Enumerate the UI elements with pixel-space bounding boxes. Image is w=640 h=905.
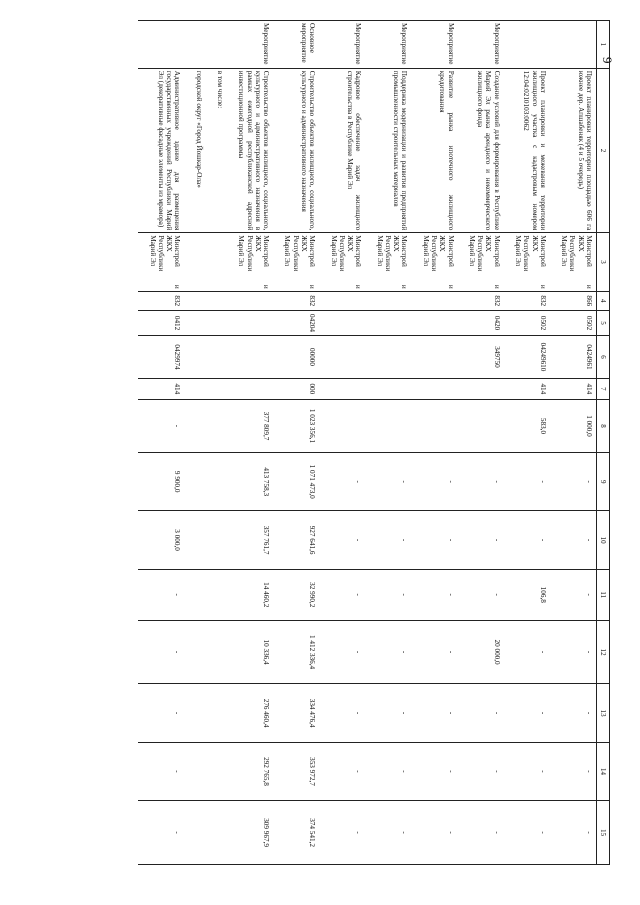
table-cell: - [550, 569, 597, 620]
table-cell: Административное здание для размещения государственных учреждений Республики Марий Эл (декоративные фасадные элементы из мрамора) [138, 68, 184, 233]
table-cell: - [365, 742, 411, 800]
table-cell: Строительство объектов жилищного, социального, культурного и административного назначения [273, 68, 319, 233]
table-cell [206, 742, 227, 800]
table-cell: 832 [138, 291, 184, 310]
table-row [138, 21, 184, 865]
table-cell: - [138, 569, 184, 620]
table-cell [227, 310, 273, 335]
table-cell: Минстрой и ЖКХ Республики Марий Эл [550, 233, 597, 291]
rotated-page-content [110, 20, 610, 865]
col-header: 3 [597, 233, 610, 291]
table-cell: - [365, 801, 411, 865]
table-cell [227, 378, 273, 399]
table-cell: 0412 [138, 310, 184, 335]
table-cell: Минстрой и ЖКХ Республики Марий Эл [412, 233, 458, 291]
table-cell: 0502 [550, 310, 597, 335]
table-cell: 927 641,6 [273, 511, 319, 569]
table-cell: - [412, 742, 458, 800]
table-cell [365, 336, 411, 378]
table-cell: - [458, 569, 504, 620]
table-row [273, 21, 319, 865]
table-cell: 832 [504, 291, 550, 310]
table-cell [184, 233, 205, 291]
table-cell [206, 336, 227, 378]
table-cell: - [504, 453, 550, 511]
table-cell [206, 399, 227, 452]
table-cell: 357 761,7 [227, 511, 273, 569]
table-cell: 00000 [273, 336, 319, 378]
table-cell: - [138, 684, 184, 742]
table-cell [550, 21, 597, 69]
table-cell [138, 21, 184, 69]
table-cell: 106,8 [504, 569, 550, 620]
col-header: 9 [597, 453, 610, 511]
table-cell: 1 023 356,1 [273, 399, 319, 452]
table-cell: 0502 [504, 310, 550, 335]
table-cell: - [365, 684, 411, 742]
col-header: 10 [597, 511, 610, 569]
table-row [412, 21, 458, 865]
table-cell: 353 972,7 [273, 742, 319, 800]
table-cell [184, 378, 205, 399]
table-cell: - [138, 620, 184, 684]
table-cell: - [458, 801, 504, 865]
table-cell: 000 [273, 378, 319, 399]
table-cell: - [319, 684, 365, 742]
table-cell [365, 310, 411, 335]
table-cell [227, 291, 273, 310]
table-cell [184, 399, 205, 452]
table-cell: - [550, 742, 597, 800]
table-cell [184, 684, 205, 742]
table-cell: 374 541,2 [273, 801, 319, 865]
table-cell: - [365, 620, 411, 684]
table-cell: 20 000,0 [458, 620, 504, 684]
table-cell: - [365, 453, 411, 511]
table-cell: - [458, 511, 504, 569]
table-cell [184, 742, 205, 800]
table-cell: Проект планировки территории площадью 606 га южнее дер. Апшабеняк (4 и 5 очередь) [550, 68, 597, 233]
table-cell [206, 310, 227, 335]
table-cell: - [550, 620, 597, 684]
table-cell [365, 291, 411, 310]
col-header: 13 [597, 684, 610, 742]
table-cell: 1 000,0 [550, 399, 597, 452]
table-cell [184, 336, 205, 378]
table-cell: - [458, 742, 504, 800]
table-cell: 413 758,3 [227, 453, 273, 511]
table-cell: - [412, 620, 458, 684]
table-cell [184, 310, 205, 335]
table-cell [319, 336, 365, 378]
table-cell: Минстрой и ЖКХ Республики Марий Эл [319, 233, 365, 291]
table-cell: 3 000,0 [138, 511, 184, 569]
table-cell: 10 336,4 [227, 620, 273, 684]
table-cell [319, 310, 365, 335]
table-cell: Создание условий для формирования в Республике Марий Эл рынка арендного и некоммерческого жилищного фонда [458, 68, 504, 233]
col-header: 15 [597, 801, 610, 865]
table-cell: - [138, 801, 184, 865]
table-cell [458, 378, 504, 399]
table-cell: - [550, 801, 597, 865]
table-cell [206, 233, 227, 291]
table-cell: - [412, 511, 458, 569]
table-cell: Развитие рынка ипотечного жилищного кредитования [412, 68, 458, 233]
table-cell: Минстрой и ЖКХ Республики Марий Эл [458, 233, 504, 291]
table-cell [184, 511, 205, 569]
table-row [206, 21, 227, 865]
col-header: 11 [597, 569, 610, 620]
table-cell: - [319, 801, 365, 865]
table-cell: - [504, 511, 550, 569]
table-cell: 583,0 [504, 399, 550, 452]
table-cell: Мероприятие [412, 21, 458, 69]
table-cell: Основное мероприятие [273, 21, 319, 69]
table-cell: 866 [550, 291, 597, 310]
table-cell [206, 453, 227, 511]
col-header: 2 [597, 68, 610, 233]
table-cell: 0420 [458, 310, 504, 335]
table-cell: 14 460,2 [227, 569, 273, 620]
table-cell: Минстрой и ЖКХ Республики Марий Эл [365, 233, 411, 291]
table-cell [412, 336, 458, 378]
table-cell: 04204 [273, 310, 319, 335]
table-cell: Мероприятие [365, 21, 411, 69]
table-cell: 0429974 [138, 336, 184, 378]
table-cell: - [504, 742, 550, 800]
table-cell: - [319, 511, 365, 569]
table-cell: 414 [550, 378, 597, 399]
table-cell [206, 620, 227, 684]
table-cell: 309 967,9 [227, 801, 273, 865]
table-cell: 9 900,0 [138, 453, 184, 511]
col-header: 4 [597, 291, 610, 310]
table-cell: 292 765,8 [227, 742, 273, 800]
table-cell: 832 [273, 291, 319, 310]
col-header: 12 [597, 620, 610, 684]
table-cell: - [412, 684, 458, 742]
table-cell: - [412, 801, 458, 865]
table-cell: Проект планировки и межевания территории жилищного участка с кадастровым номером 12:04:0210103:0062 [504, 68, 550, 233]
table-cell: 832 [458, 291, 504, 310]
column-number-row [597, 21, 610, 865]
table-cell: - [550, 453, 597, 511]
page-number: 9 [600, 57, 615, 64]
table-cell: 349750 [458, 336, 504, 378]
table-cell: - [458, 453, 504, 511]
table-cell: Мероприятие [458, 21, 504, 69]
table-cell: 0424961 [550, 336, 597, 378]
table-cell: 1 071 473,0 [273, 453, 319, 511]
table-cell [412, 399, 458, 452]
table-cell: - [319, 453, 365, 511]
table-row [319, 21, 365, 865]
table-cell: - [550, 511, 597, 569]
table-cell [227, 336, 273, 378]
table-cell: Мероприятие [227, 21, 273, 69]
table-cell [184, 569, 205, 620]
table-cell [206, 801, 227, 865]
table-cell [206, 684, 227, 742]
table-row [458, 21, 504, 865]
table-cell: - [138, 742, 184, 800]
table-cell [319, 378, 365, 399]
table-cell: Минстрой и ЖКХ Республики Марий Эл [138, 233, 184, 291]
table-cell [504, 21, 550, 69]
table-body [138, 21, 596, 865]
table-cell: - [504, 801, 550, 865]
table-row [365, 21, 411, 865]
table-cell: 04249610 [504, 336, 550, 378]
table-cell: - [504, 620, 550, 684]
table-cell [206, 291, 227, 310]
table-cell: Кадровое обеспечение задач жилищного строительства в Республике Марий Эл [319, 68, 365, 233]
table-cell [412, 310, 458, 335]
table-cell [184, 21, 205, 69]
table-cell: - [550, 684, 597, 742]
table-cell: Поддержка модернизации и развития предприятий промышленности строительных материалов [365, 68, 411, 233]
table-cell: - [365, 511, 411, 569]
table-cell: Мероприятие [319, 21, 365, 69]
table-cell [365, 378, 411, 399]
table-cell: 1 412 336,4 [273, 620, 319, 684]
table-row [227, 21, 273, 865]
table-cell: Минстрой и ЖКХ Республики Марий Эл [504, 233, 550, 291]
table-cell [184, 801, 205, 865]
table-cell [319, 291, 365, 310]
table-cell: 414 [504, 378, 550, 399]
table-cell: - [412, 569, 458, 620]
table-cell [412, 378, 458, 399]
table-cell [365, 399, 411, 452]
table-cell: 334 476,4 [273, 684, 319, 742]
table-cell: 377 809,7 [227, 399, 273, 452]
table-cell: - [504, 684, 550, 742]
table-cell: - [319, 742, 365, 800]
table-cell [184, 291, 205, 310]
table-cell [206, 569, 227, 620]
table-cell: - [319, 620, 365, 684]
table-cell: - [319, 569, 365, 620]
table-cell [412, 291, 458, 310]
table-cell: в том числе: [206, 68, 227, 233]
col-header: 5 [597, 310, 610, 335]
table-cell [184, 620, 205, 684]
col-header: 1 [597, 21, 610, 69]
table-cell: - [138, 399, 184, 452]
table-cell: Строительство объектов жилищного, социального, культурного и административного назначения в рамках ежегодной республиканской адресной инвестиционной программы [227, 68, 273, 233]
col-header: 8 [597, 399, 610, 452]
table-cell: городской округ «Город Йошкар-Ола» [184, 68, 205, 233]
table-row [550, 21, 597, 865]
table-cell: Минстрой и ЖКХ Республики Марий Эл [227, 233, 273, 291]
table-cell [206, 511, 227, 569]
table-row [504, 21, 550, 865]
col-header: 7 [597, 378, 610, 399]
table-cell [206, 21, 227, 69]
budget-table [138, 20, 610, 865]
table-cell [206, 378, 227, 399]
table-cell: - [412, 453, 458, 511]
table-cell: - [365, 569, 411, 620]
table-cell: 276 460,4 [227, 684, 273, 742]
table-cell: 32 990,2 [273, 569, 319, 620]
table-cell: Минстрой и ЖКХ Республики Марий Эл [273, 233, 319, 291]
table-cell: - [458, 684, 504, 742]
table-cell [319, 399, 365, 452]
col-header: 14 [597, 742, 610, 800]
table-cell: 414 [138, 378, 184, 399]
table-cell [458, 399, 504, 452]
table-row [184, 21, 205, 865]
col-header: 6 [597, 336, 610, 378]
table-cell [184, 453, 205, 511]
